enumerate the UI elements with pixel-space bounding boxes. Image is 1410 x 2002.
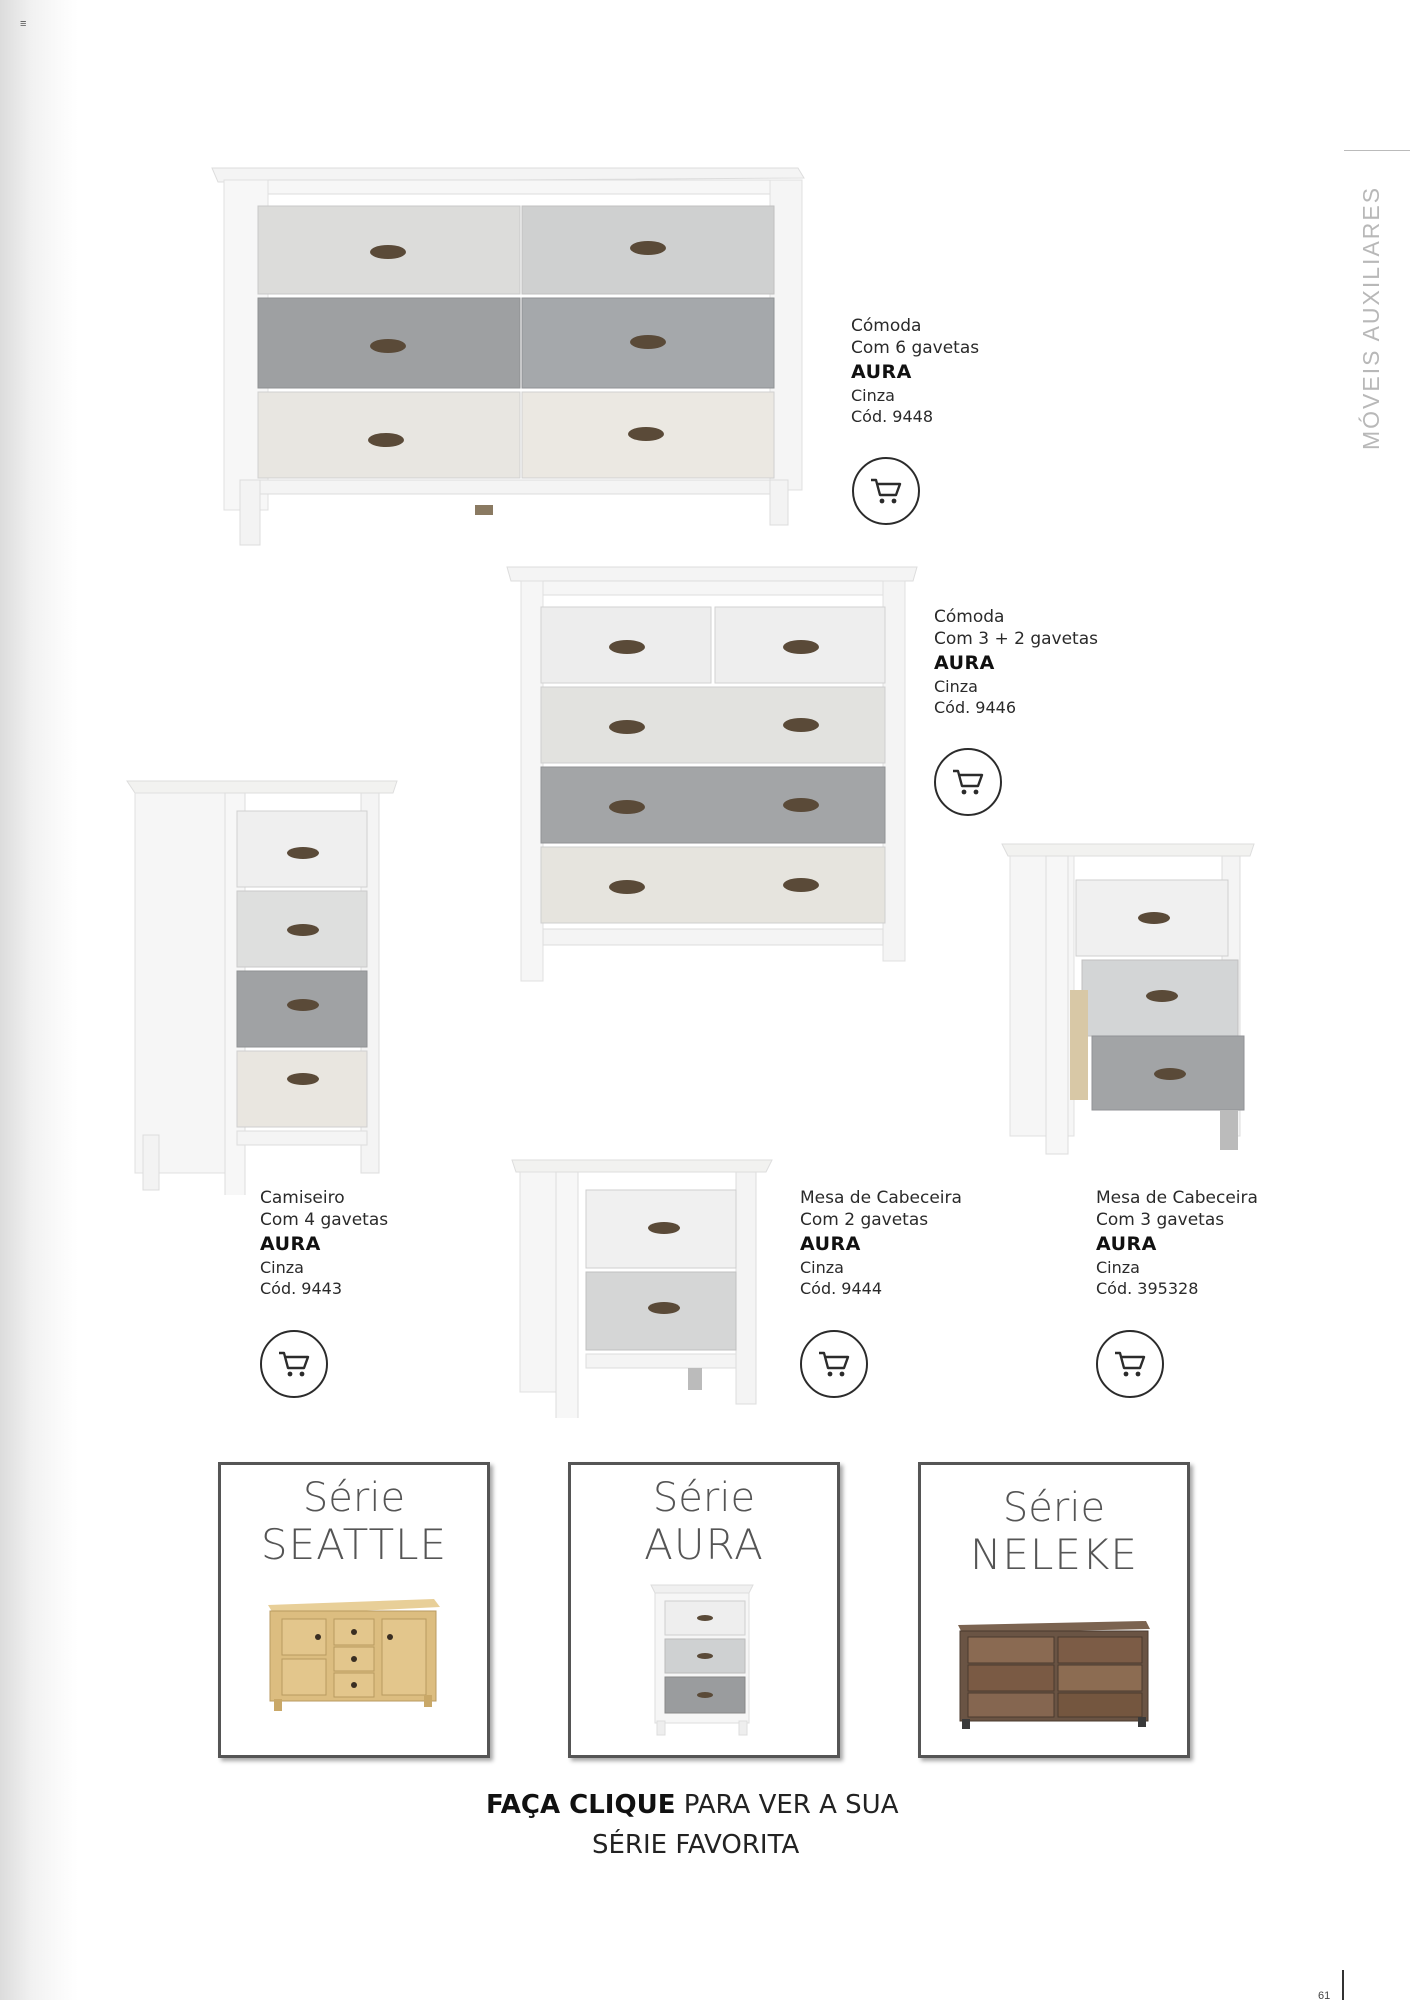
product-type: Mesa de Cabeceira (800, 1188, 962, 1208)
shopping-cart-icon (1113, 1350, 1147, 1378)
product-image-mesa-cabeceira-2-gavetas[interactable] (510, 1158, 780, 1418)
product-type: Camiseiro (260, 1188, 345, 1208)
cta-rest: PARA VER A SUA (675, 1790, 899, 1820)
add-to-cart-button[interactable] (260, 1330, 328, 1398)
product-image-comoda-3-2-gavetas[interactable] (505, 565, 925, 995)
serie-name: SEATTLE (260, 1520, 448, 1569)
product-drawers: Com 3 gavetas (1096, 1210, 1225, 1231)
add-to-cart-button[interactable] (800, 1330, 868, 1398)
section-rule (1344, 150, 1410, 151)
product-code: Cód. 9444 (800, 1279, 883, 1299)
shopping-cart-icon (951, 768, 985, 796)
serie-seattle-image (264, 1589, 444, 1719)
product-name: AURA (851, 360, 912, 383)
product-drawers: Com 2 gavetas (800, 1210, 929, 1231)
page-number: 61 (1318, 1990, 1331, 2002)
product-name: AURA (260, 1232, 321, 1255)
product-color: Cinza (260, 1257, 304, 1277)
serie-seattle-link[interactable] (218, 1462, 490, 1758)
product-type: Cómoda (934, 607, 1005, 627)
add-to-cart-button[interactable] (934, 748, 1002, 816)
page-number-rule (1342, 1970, 1344, 2000)
product-name: AURA (800, 1232, 861, 1255)
add-to-cart-button[interactable] (1096, 1330, 1164, 1398)
serie-name: AURA (644, 1520, 764, 1569)
product-image-comoda-6-gavetas[interactable] (210, 160, 810, 550)
product-caption-4 (800, 1187, 962, 1299)
product-drawers: Com 6 gavetas (851, 338, 980, 359)
product-code: Cód. 9446 (934, 698, 1017, 718)
product-color: Cinza (1096, 1257, 1140, 1277)
product-caption-3 (260, 1187, 388, 1299)
serie-name: NELEKE (970, 1530, 1138, 1579)
section-title: MÓVEIS AUXILIARES (1358, 185, 1384, 450)
product-name: AURA (934, 651, 995, 674)
product-color: Cinza (851, 385, 895, 405)
serie-label: Série (652, 1475, 756, 1521)
serie-label: Série (302, 1475, 406, 1521)
page-edge-shadow (0, 0, 78, 2000)
shopping-cart-icon (277, 1350, 311, 1378)
menu-icon[interactable]: ≡ (20, 18, 27, 30)
product-color: Cinza (934, 676, 978, 696)
cta-bold: FAÇA CLIQUE (486, 1790, 676, 1820)
product-type: Cómoda (851, 316, 922, 336)
shopping-cart-icon (817, 1350, 851, 1378)
product-code: Cód. 9448 (851, 407, 934, 427)
product-code: Cód. 9443 (260, 1279, 343, 1299)
shopping-cart-icon (869, 477, 903, 505)
product-code: Cód. 395328 (1096, 1279, 1199, 1299)
product-drawers: Com 3 + 2 gavetas (934, 629, 1098, 650)
serie-aura-image (649, 1581, 759, 1741)
product-caption-5 (1096, 1187, 1258, 1299)
serie-neleke-image (954, 1615, 1154, 1735)
cta-line-2: SÉRIE FAVORITA (592, 1830, 800, 1860)
product-caption-1 (851, 315, 979, 427)
add-to-cart-button[interactable] (852, 457, 920, 525)
product-image-mesa-cabeceira-3-gavetas[interactable] (1000, 840, 1260, 1160)
serie-label: Série (1002, 1485, 1106, 1531)
product-color: Cinza (800, 1257, 844, 1277)
product-caption-2 (934, 606, 1098, 718)
product-name: AURA (1096, 1232, 1157, 1255)
serie-neleke-link[interactable] (918, 1462, 1190, 1758)
product-image-camiseiro-4-gavetas[interactable] (125, 775, 405, 1195)
product-type: Mesa de Cabeceira (1096, 1188, 1258, 1208)
serie-aura-link[interactable] (568, 1462, 840, 1758)
product-drawers: Com 4 gavetas (260, 1210, 389, 1231)
cta-line-1 (486, 1790, 899, 1820)
